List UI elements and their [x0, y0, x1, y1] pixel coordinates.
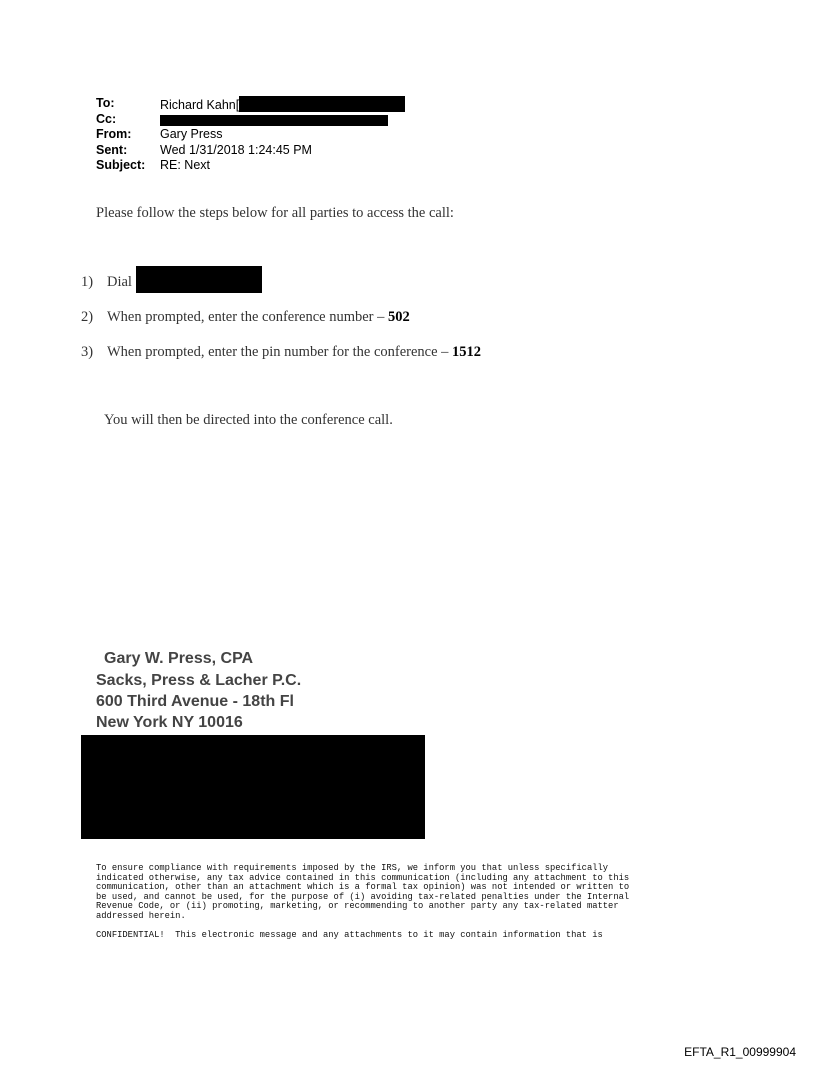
disclaimer-text: To ensure compliance with requirements imposed by the IRS, we inform you that unless specifically indicated otherwise, any tax advice contained in this communication (including any attachment to this communication, other than an attachment which is a formal tax opinion) was not intended or written to be used, and cannot be used, for the purpose of (i) avoiding tax-related penalties under the Internal Revenue Code, or (ii) promoting, marketing, or recommending to another party any tax-related matter addressed herein. CONFIDENTIAL! This electronic message and any attachments to it may contain information that is — [96, 863, 630, 941]
phone-redaction — [136, 266, 262, 293]
from-row — [96, 127, 456, 143]
step-1-text: Dial — [107, 274, 132, 290]
to-label: To: — [96, 96, 115, 110]
to-row — [96, 96, 456, 112]
subject-label: Subject: — [96, 158, 146, 172]
signature-address-1: 600 Third Avenue - 18th Fl — [96, 693, 294, 710]
signature-name: Gary W. Press, CPA — [104, 650, 254, 667]
subject-row — [96, 158, 456, 174]
email-header — [96, 96, 456, 174]
from-value: Gary Press — [160, 127, 223, 141]
cc-row — [96, 112, 456, 128]
conference-number: 502 — [388, 309, 410, 325]
step-1-number: 1) — [81, 274, 94, 290]
step-3 — [81, 344, 481, 361]
step-2-text: When prompted, enter the conference number – — [107, 309, 385, 325]
from-label: From: — [96, 127, 132, 141]
signature-firm: Sacks, Press & Lacher P.C. — [96, 672, 302, 689]
pin-number: 1512 — [452, 344, 482, 360]
to-redaction — [239, 96, 405, 112]
step-2 — [81, 309, 410, 326]
sent-value: Wed 1/31/2018 1:24:45 PM — [160, 142, 312, 157]
document-id: EFTA_R1_00999904 — [684, 1045, 796, 1059]
signature-address-2: New York NY 10016 — [96, 714, 243, 731]
to-name: Richard Kahn[ — [160, 98, 240, 112]
step-1 — [81, 274, 132, 291]
sent-label: Sent: — [96, 142, 128, 157]
step-3-number: 3) — [81, 344, 94, 360]
sent-row — [96, 143, 456, 159]
cc-label: Cc: — [96, 111, 117, 126]
signature-redaction — [81, 735, 425, 839]
step-3-text: When prompted, enter the pin number for the conference – — [107, 344, 449, 360]
intro-text: Please follow the steps below for all parties to access the call: — [96, 205, 454, 221]
closing-text: You will then be directed into the conference call. — [104, 412, 393, 428]
cc-redaction — [160, 115, 388, 126]
step-2-number: 2) — [81, 309, 94, 325]
cc-value — [160, 112, 456, 128]
to-value — [160, 96, 456, 112]
subject-value: RE: Next — [160, 158, 211, 172]
